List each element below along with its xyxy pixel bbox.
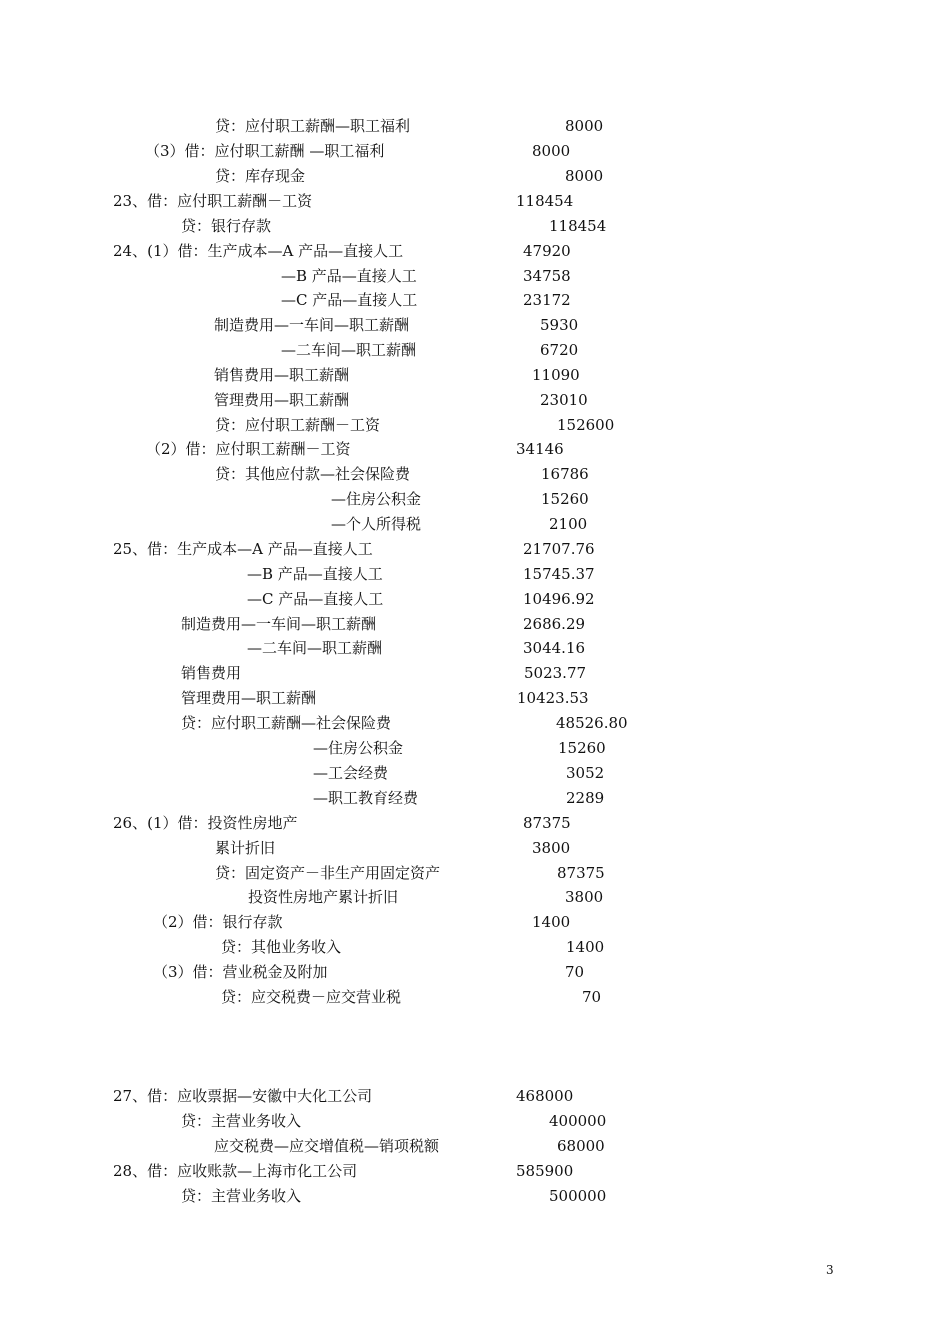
- account-label: （3）借：营业税金及附加: [153, 963, 328, 981]
- amount-value: 34758: [523, 267, 571, 285]
- account-label: —住房公积金: [313, 739, 404, 757]
- journal-line: [0, 1134, 950, 1158]
- amount-value: 468000: [516, 1087, 574, 1105]
- amount-value: 16786: [541, 465, 589, 483]
- account-label: 贷：应付职工薪酬－工资: [215, 416, 381, 434]
- amount-value: 118454: [549, 217, 607, 235]
- amount-value: 47920: [523, 242, 571, 260]
- amount-value: 8000: [565, 167, 604, 185]
- account-label: —个人所得税: [331, 515, 422, 533]
- journal-line: [0, 164, 950, 188]
- journal-line: [0, 512, 950, 536]
- journal-line: [0, 114, 950, 138]
- amount-value: 21707.76: [523, 540, 595, 558]
- account-label: （2）借：应付职工薪酬－工资: [146, 440, 351, 458]
- amount-value: 400000: [549, 1112, 607, 1130]
- amount-value: 5023.77: [524, 664, 587, 682]
- amount-value: 15745.37: [523, 565, 595, 583]
- account-label: —职工教育经费: [313, 789, 419, 807]
- journal-line: [0, 264, 950, 288]
- account-label: 贷：应付职工薪酬—社会保险费: [181, 714, 392, 732]
- account-label: 23、借：应付职工薪酬－工资: [113, 192, 313, 210]
- amount-value: 3044.16: [523, 639, 586, 657]
- amount-value: 1400: [532, 913, 571, 931]
- account-label: —二车间—职工薪酬: [247, 639, 383, 657]
- journal-line: [0, 288, 950, 312]
- journal-line: [0, 413, 950, 437]
- amount-value: 23010: [540, 391, 588, 409]
- journal-line: [0, 338, 950, 362]
- amount-value: 10423.53: [517, 689, 589, 707]
- amount-value: 2100: [549, 515, 588, 533]
- account-label: 制造费用—一车间—职工薪酬: [181, 615, 377, 633]
- account-label: （3）借：应付职工薪酬 —职工福利: [145, 142, 385, 160]
- account-label: —工会经费: [313, 764, 389, 782]
- journal-line: [0, 935, 950, 959]
- journal-line: [0, 1109, 950, 1133]
- account-label: 管理费用—职工薪酬: [181, 689, 317, 707]
- account-label: 26、(1）借：投资性房地产: [113, 814, 298, 832]
- account-label: （2）借：银行存款: [153, 913, 283, 931]
- amount-value: 34146: [516, 440, 564, 458]
- journal-line: [0, 239, 950, 263]
- journal-line: [0, 1084, 950, 1108]
- journal-line: [0, 686, 950, 710]
- amount-value: 1400: [566, 938, 605, 956]
- journal-line: [0, 910, 950, 934]
- account-label: 贷：固定资产－非生产用固定资产: [215, 864, 441, 882]
- account-label: —C 产品—直接人工: [281, 291, 418, 309]
- amount-value: 3800: [565, 888, 604, 906]
- amount-value: 15260: [541, 490, 589, 508]
- journal-line: [0, 363, 950, 387]
- account-label: 28、借：应收账款—上海市化工公司: [113, 1162, 358, 1180]
- journal-line: [0, 487, 950, 511]
- account-label: 累计折旧: [215, 839, 276, 857]
- account-label: 销售费用—职工薪酬: [214, 366, 350, 384]
- journal-line: [0, 861, 950, 885]
- amount-value: 87375: [557, 864, 605, 882]
- amount-value: 3800: [532, 839, 571, 857]
- journal-line: [0, 786, 950, 810]
- amount-value: 118454: [516, 192, 574, 210]
- journal-line: [0, 214, 950, 238]
- account-label: —B 产品—直接人工: [281, 267, 417, 285]
- account-label: —住房公积金: [331, 490, 422, 508]
- journal-line: [0, 139, 950, 163]
- amount-value: 5930: [540, 316, 579, 334]
- account-label: 贷：其他业务收入: [221, 938, 342, 956]
- account-label: 应交税费—应交增值税—销项税额: [214, 1137, 440, 1155]
- account-label: 投资性房地产累计折旧: [248, 888, 399, 906]
- account-label: —B 产品—直接人工: [247, 565, 383, 583]
- amount-value: 6720: [540, 341, 579, 359]
- account-label: 贷：应付职工薪酬—职工福利: [215, 117, 411, 135]
- amount-value: 11090: [532, 366, 580, 384]
- journal-line: [0, 562, 950, 586]
- journal-line: [0, 612, 950, 636]
- amount-value: 68000: [557, 1137, 605, 1155]
- amount-value: 70: [582, 988, 602, 1006]
- account-label: 贷：银行存款: [181, 217, 272, 235]
- account-label: 贷：应交税费－应交营业税: [221, 988, 402, 1006]
- account-label: —C 产品—直接人工: [247, 590, 384, 608]
- journal-line: [0, 636, 950, 660]
- journal-line: [0, 836, 950, 860]
- journal-line: [0, 388, 950, 412]
- journal-line: [0, 761, 950, 785]
- account-label: 管理费用—职工薪酬: [214, 391, 350, 409]
- journal-line: [0, 811, 950, 835]
- account-label: 贷：主营业务收入: [181, 1187, 302, 1205]
- journal-line: [0, 711, 950, 735]
- amount-value: 8000: [532, 142, 571, 160]
- journal-line: [0, 189, 950, 213]
- account-label: 贷：库存现金: [215, 167, 306, 185]
- amount-value: 2289: [566, 789, 605, 807]
- amount-value: 8000: [565, 117, 604, 135]
- journal-line: [0, 736, 950, 760]
- amount-value: 23172: [523, 291, 571, 309]
- account-label: 制造费用—一车间—职工薪酬: [214, 316, 410, 334]
- account-label: 销售费用: [181, 664, 242, 682]
- amount-value: 87375: [523, 814, 571, 832]
- account-label: 27、借：应收票据—安徽中大化工公司: [113, 1087, 373, 1105]
- amount-value: 10496.92: [523, 590, 595, 608]
- journal-line: [0, 1159, 950, 1183]
- journal-line: [0, 985, 950, 1009]
- journal-line: [0, 587, 950, 611]
- journal-line: [0, 885, 950, 909]
- journal-line: [0, 960, 950, 984]
- amount-value: 15260: [558, 739, 606, 757]
- account-label: 24、(1）借：生产成本—A 产品—直接人工: [113, 242, 404, 260]
- journal-line: [0, 462, 950, 486]
- amount-value: 48526.80: [556, 714, 628, 732]
- amount-value: 70: [565, 963, 585, 981]
- account-label: 贷：其他应付款—社会保险费: [215, 465, 411, 483]
- journal-line: [0, 661, 950, 685]
- journal-line: [0, 1184, 950, 1208]
- amount-value: 3052: [566, 764, 605, 782]
- amount-value: 2686.29: [523, 615, 586, 633]
- amount-value: 152600: [557, 416, 615, 434]
- amount-value: 500000: [549, 1187, 607, 1205]
- page-number: 3: [826, 1263, 834, 1277]
- account-label: 贷：主营业务收入: [181, 1112, 302, 1130]
- account-label: —二车间—职工薪酬: [281, 341, 417, 359]
- amount-value: 585900: [516, 1162, 574, 1180]
- account-label: 25、借：生产成本—A 产品—直接人工: [113, 540, 373, 558]
- journal-line: [0, 537, 950, 561]
- journal-line: [0, 437, 950, 461]
- journal-line: [0, 313, 950, 337]
